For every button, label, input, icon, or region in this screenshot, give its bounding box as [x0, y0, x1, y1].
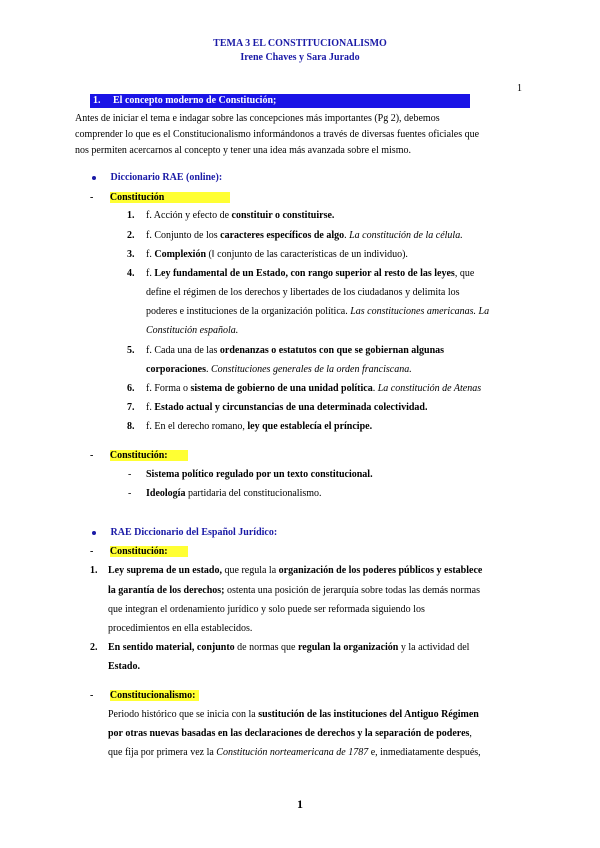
sub-heading-label: Constitución: — [110, 450, 188, 461]
list-item: 4. f. Ley fundamental de un Estado, con rango superior al resto de las leyes, que — [127, 268, 475, 279]
list-item: 2. f. Conjunto de los caracteres específicos de algo. La constitución de la célula. — [127, 230, 463, 241]
bullet-dot-icon — [92, 176, 96, 180]
list-item-continuation: define el régimen de los derechos y libertades de los ciudadanos y delimita los — [146, 287, 460, 298]
bullet-title: RAE Diccionario del Español Jurídico: — [110, 527, 278, 538]
list-item: 1. Ley suprema de un estado, que regula la organización de los poderes públicos y establece — [90, 565, 483, 576]
sub-heading-label: Constitución — [110, 192, 230, 203]
sub-heading-label: Constitucionalismo: — [110, 690, 200, 701]
dash-item: - Sistema político regulado por un texto constitucional. — [128, 469, 373, 480]
sub-heading-constitucion — [90, 191, 230, 205]
list-item: 1. f. Acción y efecto de constituir o constituirse. — [127, 210, 335, 221]
dash-item: - Ideología partidaria del constitucionalismo. — [128, 488, 322, 499]
section-number: 1. — [93, 95, 101, 106]
bullet-title: Diccionario RAE (online): — [110, 172, 223, 183]
bullet-rae-juridico — [92, 526, 277, 540]
dash-marker: - — [90, 450, 94, 461]
list-item-continuation: la garantía de los derechos; ostenta una posición de jerarquía sobre todas las demás normas — [108, 585, 480, 596]
list-item-continuation: procedimientos en ella establecidos. — [108, 623, 253, 634]
list-item: 5. f. Cada una de las ordenanzas o estatutos con que se gobiernan algunas — [127, 345, 445, 356]
sub-heading-constitucion-3 — [90, 545, 188, 559]
sub-heading-constitucion-2 — [90, 449, 188, 463]
intro-paragraph — [75, 111, 535, 159]
footer-page-number: 1 — [297, 797, 303, 811]
paragraph-line: por otras nuevas basadas en las declaraciones de derechos y la separación de poderes, — [108, 728, 472, 739]
sub-heading-label: Constitución: — [110, 546, 188, 557]
section-title: El concepto moderno de Constitución; — [113, 95, 277, 106]
list-item: 2. En sentido material, conjunto de normas que regulan la organización y la actividad del — [90, 642, 470, 653]
list-item: 6. f. Forma o sistema de gobierno de una unidad política. La constitución de Atenas — [127, 383, 482, 394]
bullet-rae-online — [92, 171, 222, 185]
intro-line: comprender lo que es el Constitucionalismo informándonos a través de diversas fuentes oficiales que — [75, 129, 480, 140]
dash-marker: - — [90, 192, 94, 203]
list-item-continuation: Estado. — [108, 661, 140, 672]
sub-heading-constitucionalismo — [90, 689, 199, 703]
list-item: 7. f. Estado actual y circunstancias de una determinada colectividad. — [127, 402, 428, 413]
intro-line: nos permiten acercarnos al concepto y tener una idea más avanzada sobre el mismo. — [75, 145, 411, 156]
top-page-number: 1 — [517, 83, 522, 94]
section-heading — [90, 94, 470, 108]
list-item-continuation: corporaciones. Constituciones generales de la orden franciscana. — [146, 364, 412, 375]
paragraph-line: Periodo histórico que se inicia con la sustitución de las instituciones del Antiguo Régimen — [108, 709, 479, 720]
list-item-continuation: que integran el ordenamiento jurídico y solo puede ser reformada siguiendo los — [108, 604, 425, 615]
intro-line: Antes de iniciar el tema e indagar sobre las concepciones más importantes (Pg 2), debemos — [75, 113, 440, 124]
dash-marker: - — [90, 546, 94, 557]
document-authors: Irene Chaves y Sara Jurado — [240, 52, 360, 63]
bullet-dot-icon — [92, 531, 96, 535]
list-item-continuation: Constitución española. — [146, 325, 239, 336]
dash-marker: - — [90, 690, 94, 701]
paragraph-line: que fija por primera vez la Constitución norteamericana de 1787 e, inmediatamente después, — [108, 747, 481, 758]
list-item-continuation: poderes e instituciones de la organización política. Las constituciones americanas. La — [146, 306, 490, 317]
list-item: 8. f. En el derecho romano, ley que establecía el príncipe. — [127, 421, 373, 432]
document-title: TEMA 3 EL CONSTITUCIONALISMO — [213, 38, 387, 49]
list-item: 3. f. Complexión (‖ conjunto de las características de un individuo). — [127, 249, 408, 260]
